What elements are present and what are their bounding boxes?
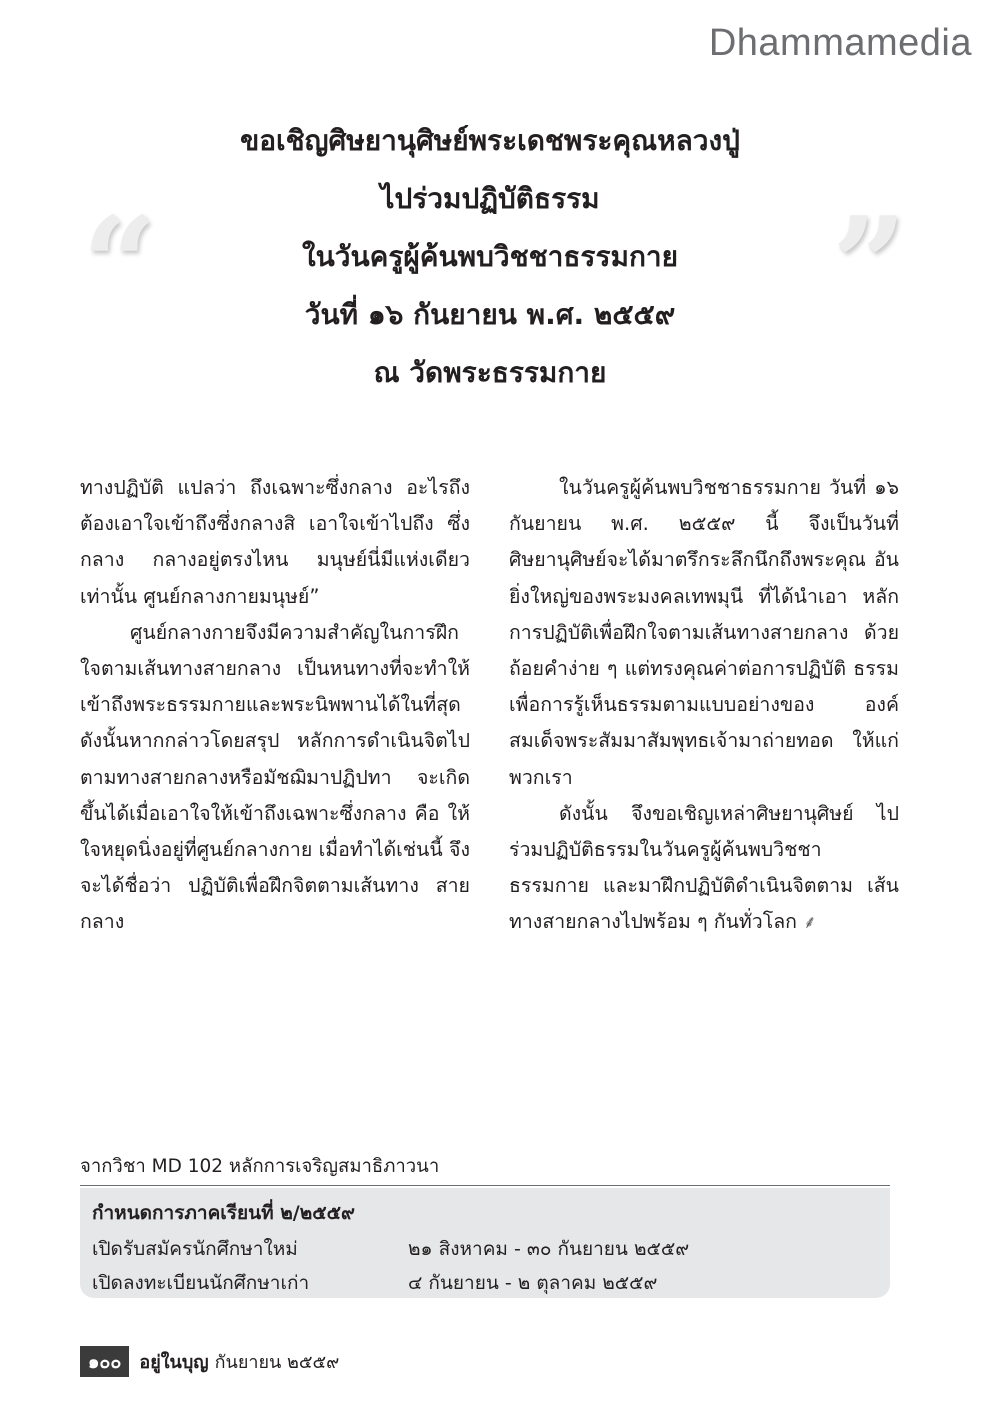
title-line: วันที่ ๑๖ กันยายน พ.ศ. ๒๕๕๙ <box>304 298 676 331</box>
schedule-date: ๒๑ สิงหาคม - ๓๐ กันยายน ๒๕๕๙ <box>408 1238 690 1260</box>
title-line: ในวันครูผู้ค้นพบวิชชาธรรมกาย <box>301 240 679 273</box>
schedule-row <box>92 1268 657 1298</box>
schedule-date: ๔ กันยายน - ๒ ตุลาคม ๒๕๕๙ <box>408 1272 658 1294</box>
page-number: ๑๐๐ <box>80 1346 129 1377</box>
open-quote-mark: “ <box>82 188 157 341</box>
title-line: ไปร่วมปฏิบัติธรรม <box>380 182 600 215</box>
body-paragraph: ทางปฏิบัติ แปลว่า ถึงเฉพาะซึ่งกลาง อะไรถึง ต้องเอาใจเข้าถึงซึ่งกลางสิ เอาใจเข้าไปถึง ซึ่งกลาง กลางอยู่ตรงไหน มนุษย์นี่มีแห่งเดียว เท่านั้น ศูนย์กลางกายมนุษย์” <box>80 476 470 608</box>
body-paragraph: ศูนย์กลางกายจึงมีความสำคัญในการฝึก ใจตามเส้นทางสายกลาง เป็นหนทางที่จะทำให้ เข้าถึงพระธรรมกายและพระนิพพานได้ในที่สุด ดังนั้นหากกล่าวโดยสรุป หลักการดำเนินจิตไป ตามทางสายกลางหรือมัชฌิมาปฏิปทา จะเกิด ขึ้นได้เมื่อเอาใจให้เข้าถึงเฉพาะซึ่งกลาง คือ ให้ ใจหยุดนิ่งอยู่ที่ศูนย์กลางกาย เมื่อทำได้เช่นนี้ จึงจะได้ชื่อว่า ปฏิบัติเพื่อฝึกจิตตามเส้นทาง สายกลาง <box>80 620 470 934</box>
magazine-name: อยู่ในบุญ <box>139 1351 209 1373</box>
page-footer <box>80 1348 339 1374</box>
article-title <box>150 112 830 402</box>
right-column <box>509 470 899 942</box>
schedule-label: เปิดลงทะเบียนนักศึกษาเก่า <box>92 1272 310 1294</box>
left-column <box>80 470 470 941</box>
issue-date: กันยายน ๒๕๕๙ <box>214 1351 340 1373</box>
brand-header: Dhammamedia <box>708 22 972 64</box>
schedule-box <box>80 1188 890 1298</box>
schedule-row <box>92 1234 689 1264</box>
body-paragraph: ในวันครูผู้ค้นพบวิชชาธรรมกาย วันที่ ๑๖ กันยายน พ.ศ. ๒๕๕๙ นี้ จึงเป็นวันที่ ศิษยานุศิษย์จะได้มาตรึกระลึกนึกถึงพระคุณ อันยิ่งใหญ่ของพระมงคลเทพมุนี ที่ได้นำเอา หลักการปฏิบัติเพื่อฝึกใจตามเส้นทางสายกลาง ด้วยถ้อยคำง่าย ๆ แต่ทรงคุณค่าต่อการปฏิบัติ ธรรม เพื่อการรู้เห็นธรรมตามแบบอย่างของ องค์สมเด็จพระสัมมาสัมพุทธเจ้ามาถ่ายทอด ให้แก่พวกเรา <box>509 476 899 789</box>
divider <box>80 1185 890 1186</box>
schedule-label: เปิดรับสมัครนักศึกษาใหม่ <box>92 1238 298 1260</box>
close-quote-mark: ” <box>832 188 907 341</box>
title-line: ณ วัดพระธรรมกาย <box>373 356 607 389</box>
title-line: ขอเชิญศิษยานุศิษย์พระเดชพระคุณหลวงปู่ <box>240 124 740 157</box>
source-note: จากวิชา MD 102 หลักการเจริญสมาธิภาวนา <box>80 1156 440 1177</box>
schedule-heading: กำหนดการภาคเรียนที่ ๒/๒๕๕๙ <box>92 1202 355 1224</box>
end-of-article-icon: ⸙ <box>803 912 817 934</box>
body-paragraph <box>509 796 899 942</box>
paragraph-text: ดังนั้น จึงขอเชิญเหล่าศิษยานุศิษย์ ไปร่วมปฏิบัติธรรมในวันครูผู้ค้นพบวิชชา ธรรมกาย และมาฝึกปฏิบัติดำเนินจิตตาม เส้นทางสายกลางไปพร้อม ๆ กันทั่วโลก <box>509 801 899 934</box>
